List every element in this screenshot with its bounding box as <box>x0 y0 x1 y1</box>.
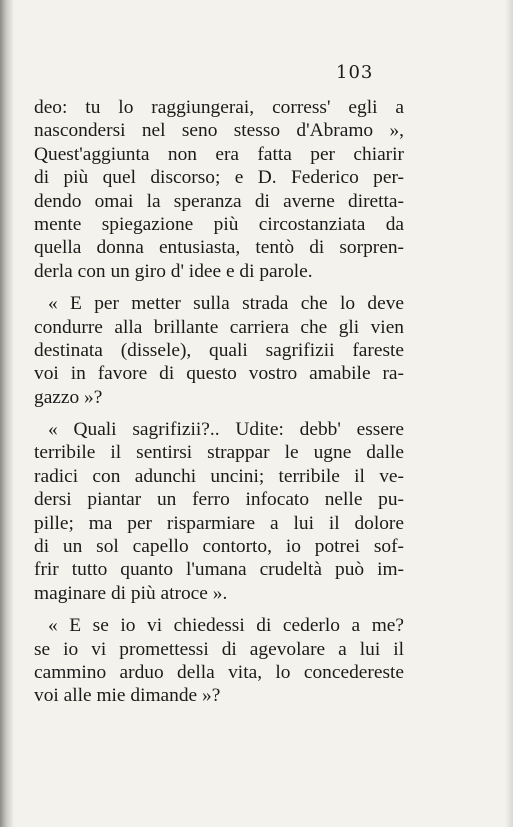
text-line: Quest'aggiunta non era fatta per chiarir <box>34 143 404 165</box>
paragraph-gap <box>34 409 404 418</box>
text-line: di un sol capello contorto, io potrei sof- <box>34 536 404 558</box>
text-line: condurre alla brillante carriera che gli vien <box>34 316 404 338</box>
text-line: gazzo »? <box>34 386 103 408</box>
text-line: cammino arduo della vita, lo concedereste <box>34 661 404 683</box>
text-line: quella donna entusiasta, tentò di sorpren- <box>34 237 404 259</box>
text-line: voi alle mie dimande »? <box>34 685 221 707</box>
text-line: dendo omai la speranza di averne diretta- <box>34 190 404 212</box>
text-line: derla con un giro d' idee e di parole. <box>34 260 313 282</box>
text-line: deo: tu lo raggiungerai, corress' egli a <box>34 97 404 118</box>
paragraph-gap <box>34 283 404 292</box>
text-line: nascondersi nel seno stesso d'Abramo », <box>34 120 404 142</box>
text-line: terribile il sentirsi strappar le ugne dalle <box>34 442 404 464</box>
page-edge <box>505 0 513 827</box>
text-line: radici con adunchi uncini; terribile il ve- <box>34 465 404 487</box>
page-number: 103 <box>336 62 374 83</box>
paragraph-gap <box>34 605 404 614</box>
text-line: « Quali sagrifizii?.. Udite: debb' essere <box>48 419 404 441</box>
binding-shadow <box>0 0 14 827</box>
text-line: « E se io vi chiedessi di cederlo a me? <box>48 615 404 637</box>
text-line: destinata (dissele), quali sagrifizii fareste <box>34 339 404 361</box>
text-line: mente spiegazione più circostanziata da <box>34 213 404 235</box>
text-line: dersi piantar un ferro infocato nelle pu- <box>34 489 404 511</box>
text-line: voi in favore di questo vostro amabile ra- <box>34 363 404 385</box>
text-line: frir tutto quanto l'umana crudeltà può im- <box>34 559 404 581</box>
text-line: di più quel discorso; e D. Federico per- <box>34 167 404 189</box>
text-line: pille; ma per risparmiare a lui il dolore <box>34 512 404 534</box>
text-line: « E per metter sulla strada che lo deve <box>48 293 404 315</box>
text-line: se io vi promettessi di agevolare a lui il <box>34 638 404 660</box>
body-text <box>34 96 404 708</box>
text-line: maginare di più atroce ». <box>34 582 228 604</box>
